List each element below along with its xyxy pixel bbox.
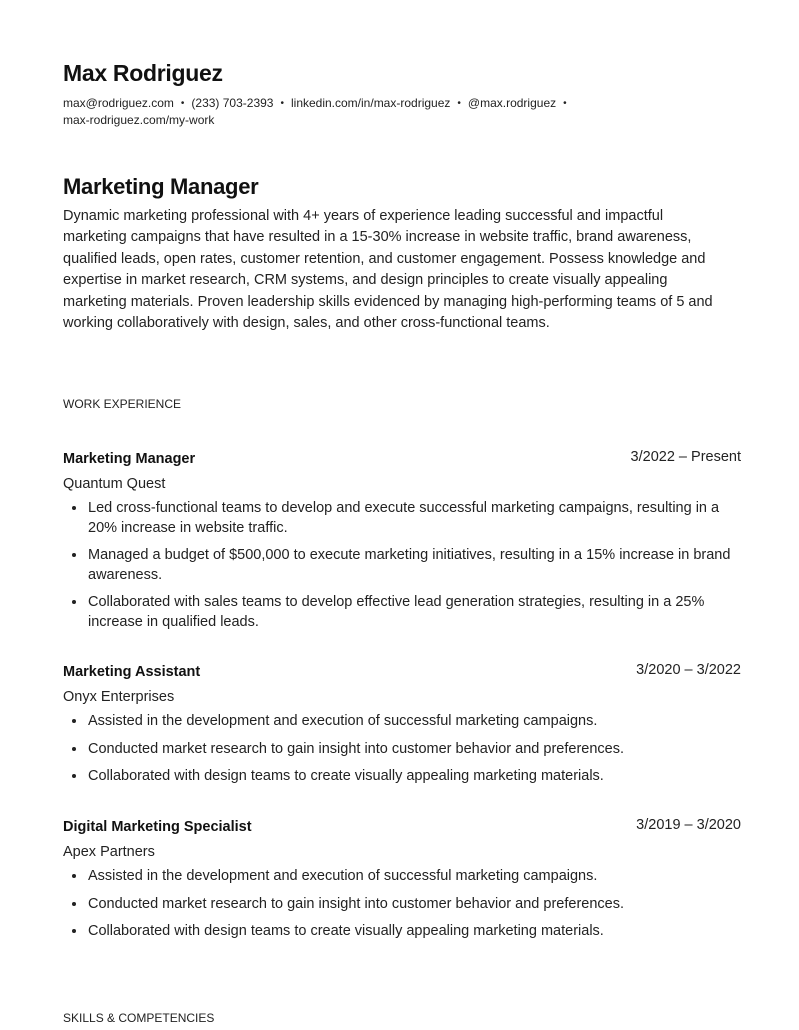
bullet-text: Assisted in the development and execution of successful marketing campaigns. [88,868,598,884]
bullet-text: Led cross-functional teams to develop and execute successful marketing campaigns, resulting in a 20% increase in website traffic. [88,500,720,536]
bullet-item [63,711,741,731]
candidate-name: Max Rodriguez [63,60,223,86]
job-company: Onyx Enterprises [63,689,175,705]
job-entry [63,451,741,639]
bullet-item [63,921,741,941]
bullet-item [63,545,741,585]
skills-heading: SKILLS & COMPETENCIES [63,1011,215,1025]
bullet-dot-icon [72,874,76,878]
job-header [63,819,741,839]
bullet-text: Collaborated with design teams to create visually appealing marketing materials. [88,768,604,784]
bullet-dot-icon [72,747,76,751]
job-company: Apex Partners [63,844,155,860]
contact-phone[interactable]: (233) 703-2393 [191,96,274,110]
bullet-item [63,739,741,759]
bullet-dot-icon [72,902,76,906]
job-bullets [63,866,741,941]
work-experience-heading: WORK EXPERIENCE [63,397,182,411]
contact-website[interactable]: max-rodriguez.com/my-work [63,113,215,127]
bullet-text: Collaborated with design teams to create visually appealing marketing materials. [88,923,604,939]
bullet-item [63,498,741,538]
bullet-item [63,766,741,786]
job-title: Digital Marketing Specialist [63,819,252,835]
contact-line [63,95,703,129]
job-title: Marketing Manager [63,451,196,467]
contact-handle[interactable]: @max.rodriguez [467,96,557,110]
separator-dot: • [180,98,185,109]
bullet-dot-icon [72,553,76,557]
contact-email[interactable]: max@rodriguez.com [63,96,174,110]
contact-linkedin[interactable]: linkedin.com/in/max-rodriguez [290,96,451,110]
bullet-text: Conducted market research to gain insight into customer behavior and preferences. [88,740,624,757]
job-bullets [63,711,741,786]
job-entry [63,819,741,949]
bullet-item [63,894,741,914]
bullet-item [63,592,741,632]
profile-headline: Marketing Manager [63,174,259,199]
job-company: Quantum Quest [63,476,166,492]
bullet-item [63,866,741,886]
job-entry [63,664,741,794]
profile-summary: Dynamic marketing professional with 4+ years of experience leading successful and impactful marketing campaigns that have resulted in a 15-30% increase in website traffic, brand awareness, qualified leads, open rates, customer retention, and customer engagement. Possess knowledge and expertise in market research, CRM systems, and design principles to create visually appealing marketing materials. Proven leadership skills evidenced by managing high-performing teams of 5 and working collaboratively with design, sales, and other cross-functional teams. [63,208,713,332]
bullet-dot-icon [72,506,76,510]
job-title: Marketing Assistant [63,664,201,680]
bullet-text: Assisted in the development and execution of successful marketing campaigns. [88,713,598,729]
bullet-dot-icon [72,929,76,933]
job-dates: 3/2019 – 3/2020 [636,817,741,833]
job-header [63,664,741,684]
bullet-text: Managed a budget of $500,000 to execute marketing initiatives, resulting in a 15% increase in brand awareness. [88,547,731,583]
job-bullets [63,498,741,632]
job-dates: 3/2022 – Present [630,449,741,465]
bullet-text: Collaborated with sales teams to develop effective lead generation strategies, resulting in a 25% increase in qualified leads. [88,594,705,630]
separator-dot: • [563,98,567,109]
bullet-dot-icon [72,600,76,604]
job-dates: 3/2020 – 3/2022 [636,662,741,678]
separator-dot: • [457,98,461,109]
job-header [63,451,741,471]
bullet-dot-icon [72,774,76,778]
separator-dot: • [280,98,284,109]
bullet-dot-icon [72,719,76,723]
bullet-text: Conducted market research to gain insight into customer behavior and preferences. [88,895,624,912]
